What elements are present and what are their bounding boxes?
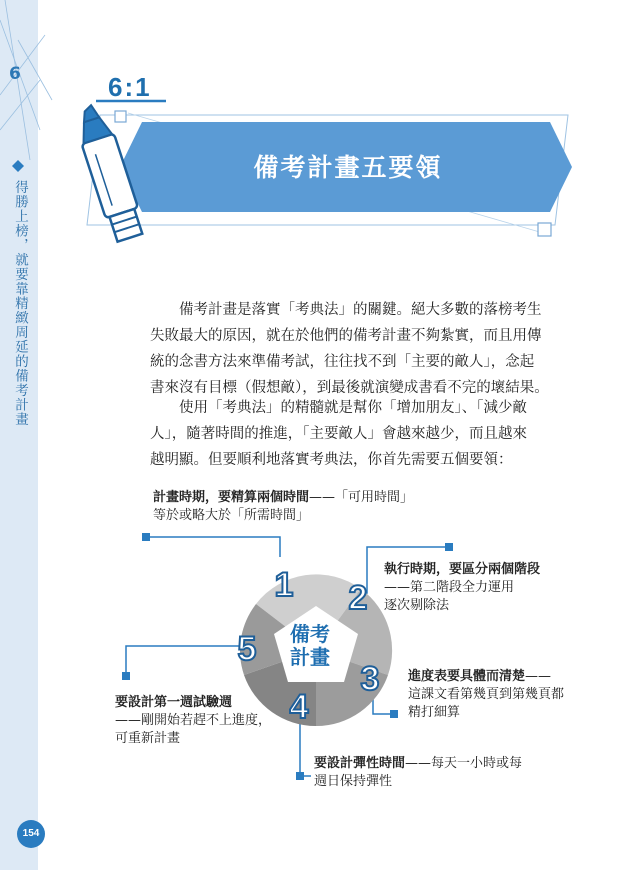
diagram-number-1: 1 <box>274 566 294 604</box>
para1-line: 統的念書方法來準備考試，往往找不到「主要的敵人」，念起 <box>150 354 535 370</box>
page-number: 154 <box>17 820 45 848</box>
center-line: 計畫 <box>290 645 330 669</box>
item-1-label <box>153 489 413 525</box>
center-line: 備考 <box>290 622 330 646</box>
item-1-desc: 等於或略大於「所需時間」 <box>153 508 310 523</box>
section-number: 6:1 <box>108 72 152 102</box>
item-4-title: 要設計彈性時間 <box>314 756 406 771</box>
diagram-center-label <box>278 623 342 669</box>
item-2-desc: 逐次剔除法 <box>384 598 450 613</box>
para1-line: 備考計畫是落實「考典法」的關鍵。絕大多數的落榜考生 <box>179 302 542 318</box>
item-4-desc: ——每天一小時或每 <box>405 756 523 771</box>
item-4-label <box>314 755 522 791</box>
item-3-label <box>408 668 564 722</box>
para1-line: 失敗最大的原因，就在於他們的備考計畫不夠紮實，而且用傳 <box>150 328 542 344</box>
item-1-title: 計畫時期，要精算兩個時間 <box>153 490 310 505</box>
item-5-desc: 可重新計畫 <box>115 731 181 746</box>
para2-line: 越明顯。但要順利地落實考典法，你首先需要五個要領： <box>150 452 513 468</box>
item-3-desc: —— <box>525 669 552 684</box>
item-4-desc: 週日保持彈性 <box>314 774 393 789</box>
section-title: 備考計畫五要領 <box>253 153 443 182</box>
diagram-number-4: 4 <box>289 688 309 726</box>
diagram-number-2: 2 <box>348 579 368 617</box>
item-3-desc: 精打細算 <box>408 705 461 720</box>
para2-line: 使用「考典法」的精髓就是幫你「增加朋友」、「減少敵 <box>179 400 527 416</box>
item-3-desc: 這課文看第幾頁到第幾頁都 <box>408 687 565 702</box>
para2-line: 人」，隨著時間的推進，「主要敵人」會越來越少，而且越來 <box>150 426 527 442</box>
item-2-desc: ——第二階段全力運用 <box>384 580 515 595</box>
item-2-label <box>384 561 540 615</box>
item-1-desc: ——「可用時間」 <box>309 490 414 505</box>
para1-line: 書來沒有目標（假想敵），到最後就演變成書看不完的壞結果。 <box>150 380 549 396</box>
item-5-label <box>115 694 271 748</box>
item-2-title: 執行時期，要區分兩個階段 <box>384 562 541 577</box>
chapter-number: 6 <box>9 64 21 84</box>
chapter-title-vertical: 得勝上榜，就要靠精緻周延的備考計畫 <box>12 180 28 427</box>
diagram-number-3: 3 <box>360 660 380 698</box>
item-3-title: 進度表要具體而清楚 <box>408 669 526 684</box>
item-5-desc: ——剛開始若趕不上進度， <box>115 713 272 728</box>
diagram-number-5: 5 <box>237 630 257 668</box>
item-5-title: 要設計第一週試驗週 <box>115 695 233 710</box>
